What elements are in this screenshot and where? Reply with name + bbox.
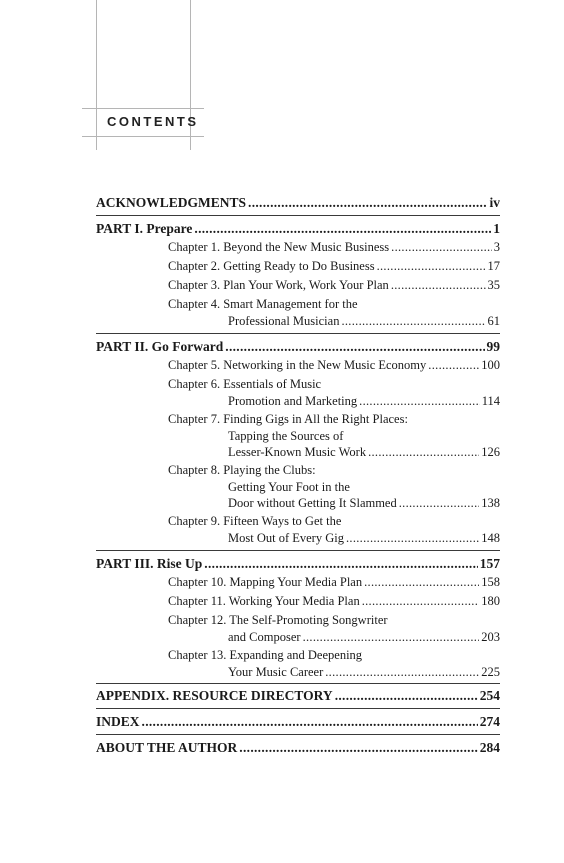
toc-entry-title: Chapter 9. Fifteen Ways to Get the (168, 514, 342, 528)
toc-entry-title: Chapter 7. Finding Gigs in All the Right Places: (168, 412, 408, 426)
toc-page-number: 100 (481, 358, 500, 372)
dot-leader (204, 556, 477, 572)
toc-page-number: 1 (493, 221, 500, 236)
toc-entry-title: Chapter 3. Plan Your Work, Work Your Plan (168, 278, 389, 292)
section-divider (96, 734, 500, 735)
dot-leader (391, 240, 492, 255)
dot-leader (364, 575, 479, 590)
dot-leader (335, 688, 478, 704)
dot-leader (225, 339, 484, 355)
dot-leader (248, 195, 487, 211)
dot-leader (325, 665, 479, 680)
table-of-contents (96, 0, 500, 863)
toc-entry-title: PART I. Prepare (96, 221, 193, 236)
dot-leader (359, 394, 480, 409)
toc-entry-title: and Composer (228, 629, 301, 644)
section-divider (96, 333, 500, 334)
section-divider (96, 708, 500, 709)
dot-leader (428, 358, 479, 373)
section-divider (96, 683, 500, 684)
toc-entry-title: Chapter 1. Beyond the New Music Business (168, 240, 390, 254)
toc-entry-title: Chapter 10. Mapping Your Media Plan (168, 575, 363, 589)
toc-entry-title: Your Music Career (228, 664, 324, 679)
toc-entry-title: Chapter 6. Essentials of Music (168, 377, 322, 391)
toc-entry-title: Getting Your Foot in the (228, 479, 350, 494)
toc-page-number: 254 (479, 688, 500, 703)
contents-heading: CONTENTS (107, 114, 199, 129)
dot-leader (346, 531, 479, 546)
toc-entry-title: ABOUT THE AUTHOR (96, 740, 238, 755)
toc-entry-title: INDEX (96, 714, 140, 729)
section-divider (96, 215, 500, 216)
toc-page-number: 203 (481, 629, 500, 644)
section-divider (96, 550, 500, 551)
dot-leader (303, 630, 480, 645)
toc-page-number: 158 (481, 575, 500, 589)
toc-entry-title: Professional Musician (228, 313, 340, 328)
toc-entry-title: Promotion and Marketing (228, 393, 358, 408)
toc-entry-title: Chapter 5. Networking in the New Music Economy (168, 358, 427, 372)
toc-page-number: 3 (493, 240, 500, 254)
toc-page-number: 157 (479, 556, 500, 571)
dot-leader (341, 314, 485, 329)
toc-entry-title: Door without Getting It Slammed (228, 496, 397, 510)
toc-page-number: 126 (481, 445, 500, 459)
toc-page-number: 138 (481, 496, 500, 510)
toc-entry-title: PART II. Go Forward (96, 339, 224, 354)
toc-entry-title: Chapter 13. Expanding and Deepening (168, 648, 363, 662)
toc-entry-title: APPENDIX. RESOURCE DIRECTORY (96, 688, 333, 703)
dot-leader (142, 714, 478, 730)
toc-page-number: 35 (487, 278, 500, 292)
toc-page-number: 180 (481, 594, 500, 608)
toc-entry-title: Chapter 2. Getting Ready to Do Business (168, 259, 375, 273)
dot-leader (194, 221, 491, 237)
toc-page-number: iv (489, 195, 500, 210)
toc-entry-title: Chapter 11. Working Your Media Plan (168, 594, 360, 608)
dot-leader (399, 496, 480, 511)
toc-page-number: 17 (487, 259, 500, 273)
toc-entry-title: Tapping the Sources of (228, 428, 344, 443)
toc-page-number: 61 (487, 313, 500, 328)
toc-entry-title: Most Out of Every Gig (228, 530, 344, 545)
dot-leader (362, 594, 480, 609)
toc-page-number: 284 (479, 740, 500, 755)
toc-entry-title: Chapter 12. The Self-Promoting Songwriter (168, 613, 388, 627)
dot-leader (239, 740, 477, 756)
toc-page-number: 225 (481, 664, 500, 679)
toc-entry-title: ACKNOWLEDGMENTS (96, 195, 247, 210)
toc-entry-title: Chapter 8. Playing the Clubs: (168, 463, 316, 477)
dot-leader (391, 278, 486, 293)
toc-page-number: 114 (481, 393, 500, 408)
toc-entry-title: Chapter 4. Smart Management for the (168, 297, 358, 311)
toc-entry-title: Lesser-Known Music Work (228, 445, 367, 459)
dot-leader (377, 259, 486, 274)
dot-leader (368, 445, 479, 460)
toc-entry-title: PART III. Rise Up (96, 556, 203, 571)
toc-page-number: 274 (479, 714, 500, 729)
toc-page-number: 148 (481, 530, 500, 545)
toc-page-number: 99 (486, 339, 500, 354)
